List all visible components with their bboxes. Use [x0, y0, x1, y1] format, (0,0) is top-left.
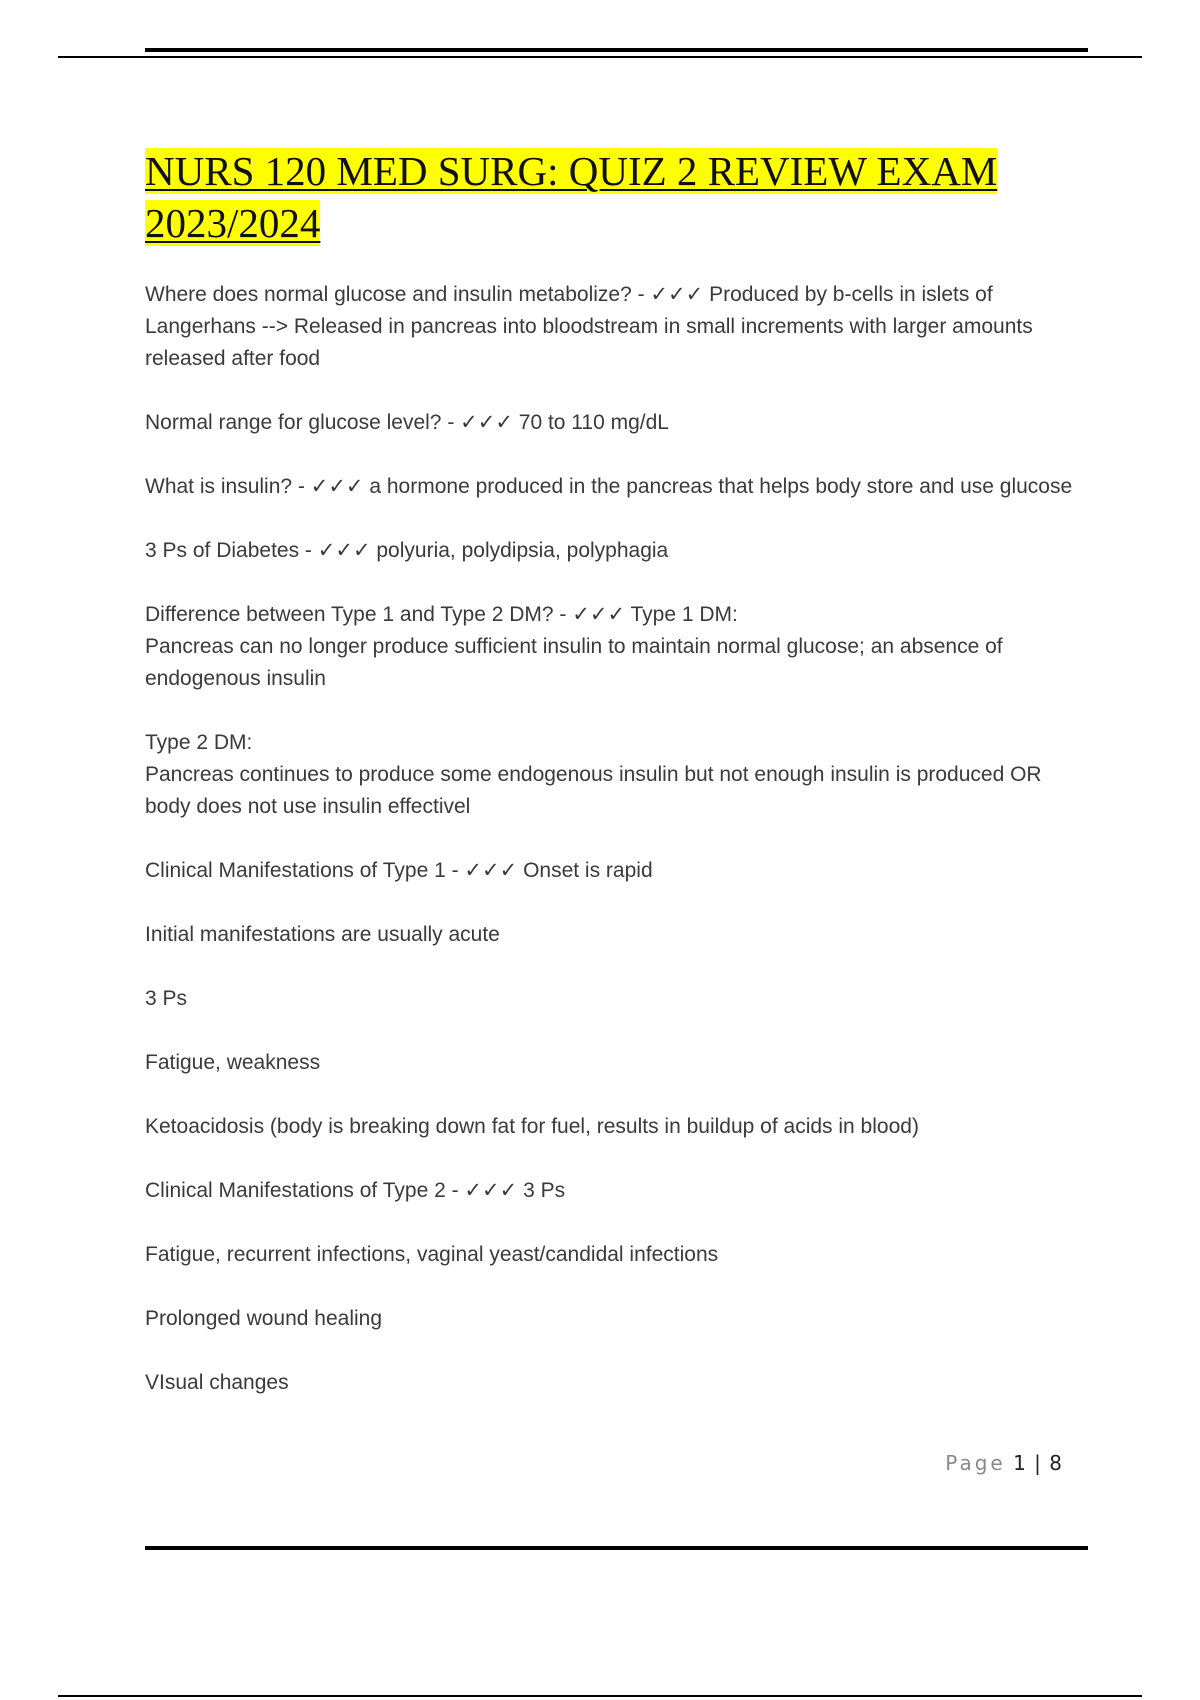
- top-border-thin: [58, 56, 1142, 58]
- text-paragraph: [145, 1047, 1090, 1079]
- bottom-border-thin: [58, 1695, 1142, 1697]
- paragraph-text: Prolonged wound healing: [145, 1307, 383, 1330]
- page-word: Page: [945, 1451, 1006, 1475]
- qa-paragraph: [145, 471, 1090, 503]
- text-paragraph: [145, 1367, 1090, 1399]
- answer-detail: Pancreas continues to produce some endogenous insulin but not enough insulin is produced OR body does not use insulin effectivel: [145, 763, 1042, 818]
- question-text: Normal range for glucose level? - ✓✓✓: [145, 411, 519, 434]
- answer-text: Produced by b-cells in islets of Langerhans --> Released in pancreas into bloodstream in small increments with larger amounts released after food: [145, 283, 1033, 370]
- text-paragraph: [145, 1303, 1090, 1335]
- answer-text: polyuria, polydipsia, polyphagia: [376, 539, 669, 562]
- paragraph-text: Ketoacidosis (body is breaking down fat for fuel, results in buildup of acids in blood): [145, 1115, 919, 1138]
- paragraph-list: [145, 279, 1090, 1399]
- qa-paragraph: [145, 599, 1090, 695]
- qa-paragraph: [145, 1175, 1090, 1207]
- page-separator: |: [1034, 1451, 1042, 1475]
- text-paragraph: [145, 1111, 1090, 1143]
- answer-text: 70 to 110 mg/dL: [518, 411, 669, 434]
- total-pages: 8: [1049, 1451, 1063, 1475]
- question-text: Difference between Type 1 and Type 2 DM? - ✓✓✓: [145, 603, 631, 626]
- text-paragraph: [145, 919, 1090, 951]
- page-number: [945, 1451, 1063, 1475]
- top-border-thick: [145, 48, 1088, 52]
- answer-text: 3 Ps: [523, 1179, 566, 1202]
- answer-detail: Pancreas can no longer produce sufficient insulin to maintain normal glucose; an absence of endogenous insulin: [145, 635, 1003, 690]
- text-paragraph: [145, 983, 1090, 1015]
- qa-paragraph: [145, 727, 1090, 823]
- question-text: Where does normal glucose and insulin metabolize? - ✓✓✓: [145, 283, 710, 306]
- document-title: [145, 145, 1090, 249]
- paragraph-text: 3 Ps: [145, 987, 188, 1010]
- paragraph-text: Fatigue, recurrent infections, vaginal yeast/candidal infections: [145, 1243, 719, 1266]
- answer-text: a hormone produced in the pancreas that helps body store and use glucose: [369, 475, 1073, 498]
- qa-paragraph: [145, 407, 1090, 439]
- question-text: Clinical Manifestations of Type 1 - ✓✓✓: [145, 859, 524, 882]
- current-page: 1: [1013, 1451, 1027, 1475]
- paragraph-text: Initial manifestations are usually acute: [145, 923, 500, 946]
- paragraph-text: VIsual changes: [145, 1371, 289, 1394]
- paragraph-text: Fatigue, weakness: [145, 1051, 321, 1074]
- question-text: What is insulin? - ✓✓✓: [145, 475, 370, 498]
- qa-paragraph: [145, 855, 1090, 887]
- answer-text: Onset is rapid: [523, 859, 653, 882]
- answer-text: Type 1 DM:: [630, 603, 738, 626]
- title-highlight: NURS 120 MED SURG: QUIZ 2 REVIEW EXAM 2023/2024: [145, 148, 998, 246]
- bottom-border-thick: [145, 1546, 1088, 1550]
- text-paragraph: [145, 1239, 1090, 1271]
- question-text: 3 Ps of Diabetes - ✓✓✓: [145, 539, 377, 562]
- document-body: [145, 145, 1090, 1431]
- question-text: Clinical Manifestations of Type 2 - ✓✓✓: [145, 1179, 524, 1202]
- qa-paragraph: [145, 279, 1090, 375]
- question-text: Type 2 DM:: [145, 731, 253, 754]
- qa-paragraph: [145, 535, 1090, 567]
